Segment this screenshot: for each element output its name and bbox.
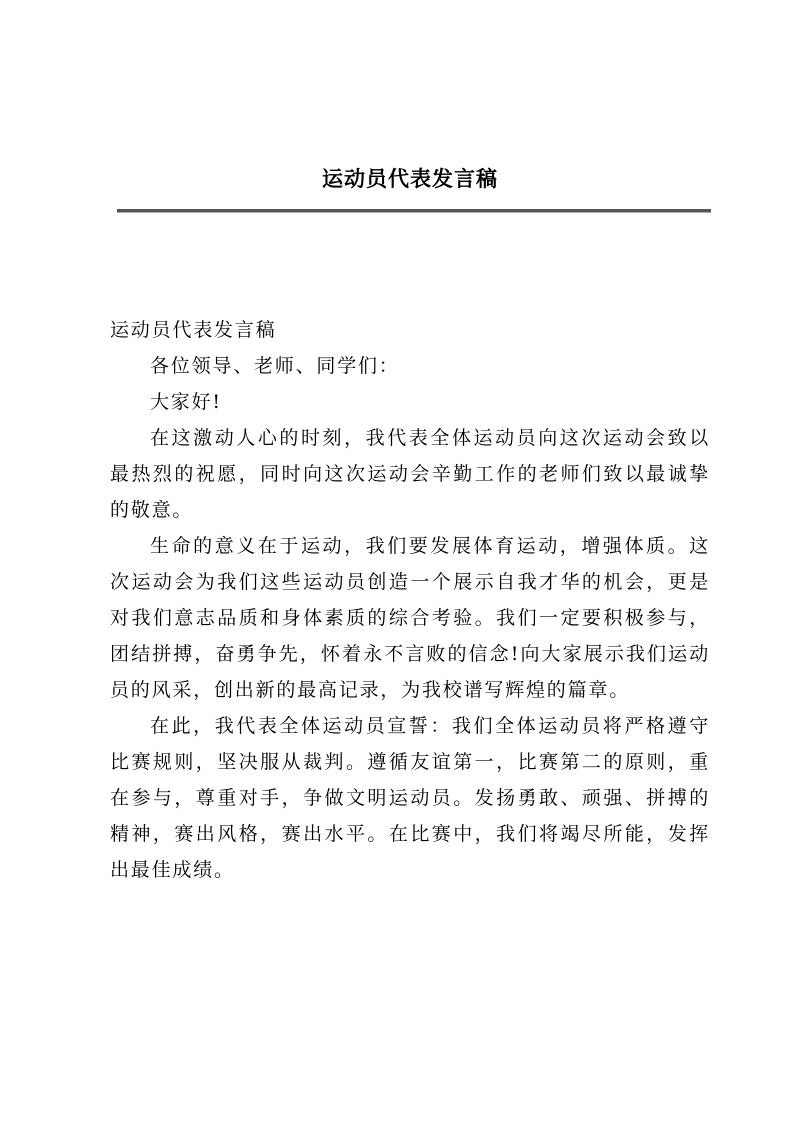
paragraph: 生命的意义在于运动，我们要发展体育运动，增强体质。这次运动会为我们这些运动员创造一个展示自我才华的机会，更是对我们意志品质和身体素质的综合考验。我们一定要积极参与，团结拼搏，奋勇争先，怀着永不言败的信念!向大家展示我们运动员的风采，创出新的最高记录，为我校谱写辉煌的篇章。 (110, 535, 710, 701)
paragraph: 在这激动人心的时刻，我代表全体运动员向这次运动会致以最热烈的祝愿，同时向这次运动会辛勤工作的老师们致以最诚挚的敬意。 (110, 427, 710, 521)
title-divider (117, 209, 711, 213)
salutation: 各位领导、老师、同学们： (150, 355, 400, 377)
document-body (110, 312, 710, 888)
page-title: 运动员代表发言稿 (322, 167, 498, 191)
greeting: 大家好! (150, 391, 222, 413)
paragraph: 在此，我代表全体运动员宣誓：我们全体运动员将严格遵守比赛规则，坚决服从裁判。遵循友谊第一，比赛第二的原则，重在参与，尊重对手，争做文明运动员。发扬勇敢、顽强、拼搏的精神，赛出风格，赛出水平。在比赛中，我们将竭尽所能，发挥出最佳成绩。 (110, 715, 710, 881)
document-heading: 运动员代表发言稿 (110, 319, 277, 341)
